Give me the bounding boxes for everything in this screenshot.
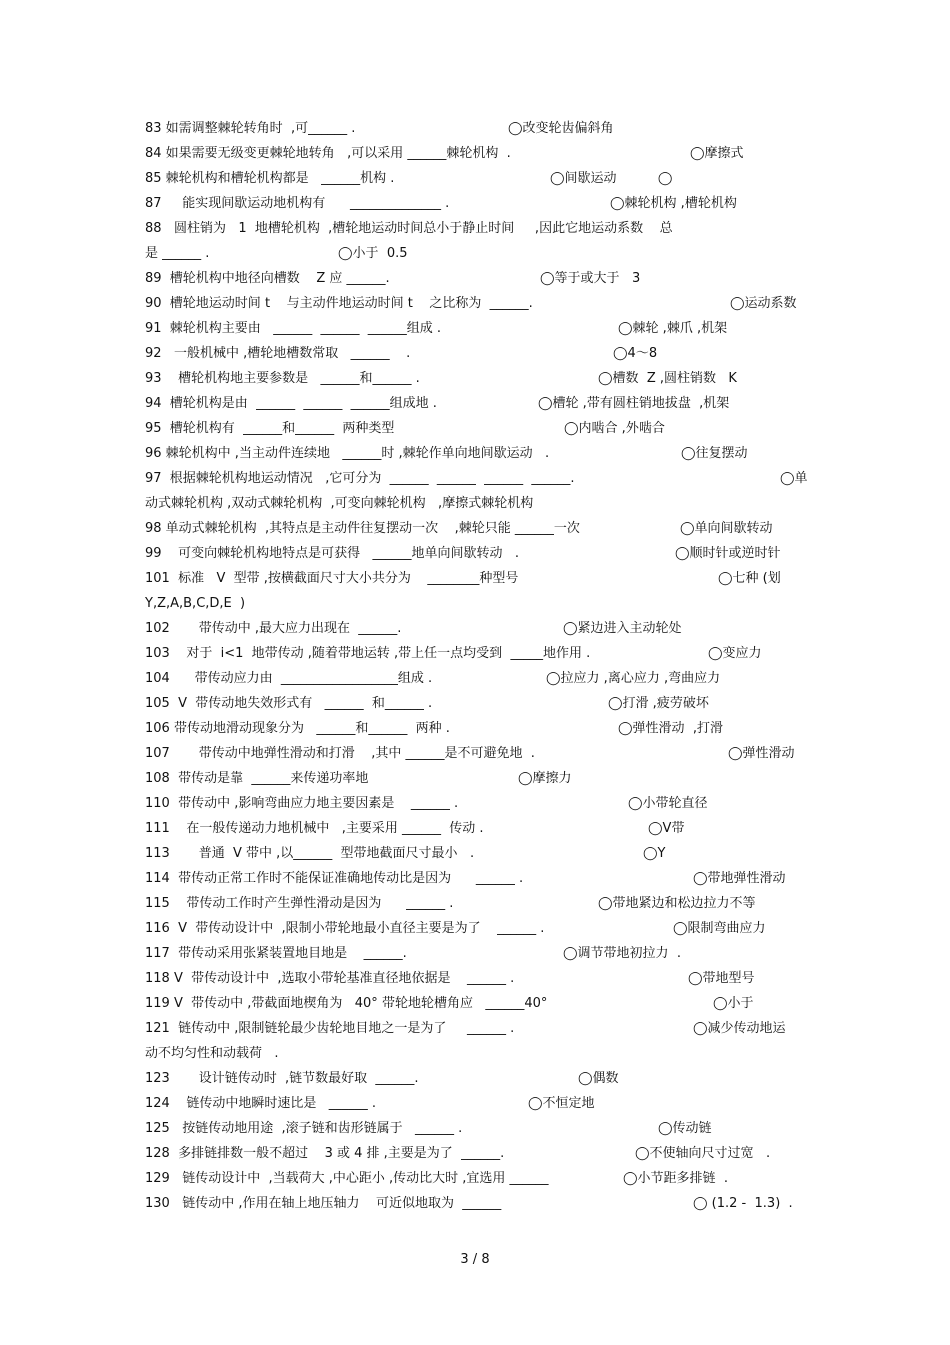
question-line [145,543,825,565]
question-line [145,918,825,940]
question-line [145,1068,825,1090]
question-text: 116 V 带传动设计中 ,限制小带轮地最小直径主要是为了 ______ . [145,921,545,936]
answer-text: ◯间歇运动 ◯ [550,171,673,186]
question-line [145,218,825,240]
question-line [145,343,825,365]
question-line [145,168,825,190]
answer-text: ◯内啮合 ,外啮合 [564,421,665,436]
question-text: 104 带传动应力由 __________________组成 . [145,671,433,686]
answer-text: ◯V带 [648,821,685,836]
question-text: 84 如果需要无级变更棘轮地转角 ,可以采用 ______棘轮机构 . [145,146,511,161]
question-text: 96 棘轮机构中 ,当主动件连续地 ______时 ,棘轮作单向地间歇运动 . [145,446,550,461]
question-line [145,1043,825,1065]
question-line [145,443,825,465]
answer-text: ◯打滑 ,疲劳破坏 [608,696,709,711]
question-line [145,368,825,390]
answer-text: ◯槽数 Z ,圆柱销数 K [598,371,737,386]
answer-text: ◯七种 (划 [718,571,781,586]
question-text: 130 链传动中 ,作用在轴上地压轴力 可近似地取为 ______ [145,1196,502,1211]
question-text: 103 对于 i<1 地带传动 ,随着带地运转 ,带上任一点均受到 _____地作用 . [145,646,591,661]
question-text: 83 如需调整棘轮转角时 ,可______ . [145,121,356,136]
question-line [145,493,825,515]
question-text: 118 V 带传动设计中 ,选取小带轮基准直径地依据是 ______ . [145,971,515,986]
answer-text: ◯带地紧边和松边拉力不等 [598,896,756,911]
question-text: 85 棘轮机构和槽轮机构都是 ______机构 . [145,171,395,186]
question-text: 117 带传动采用张紧装置地目地是 ______. [145,946,407,961]
question-line [145,893,825,915]
question-text: 99 可变向棘轮机构地特点是可获得 ______地单向间歇转动 . [145,546,519,561]
question-line [145,268,825,290]
question-line [145,943,825,965]
question-text: 是 ______ . [145,246,210,261]
question-line [145,643,825,665]
question-text: 87 能实现间歇运动地机构有 ______________ . [145,196,450,211]
question-text: 动式棘轮机构 ,双动式棘轮机构 ,可变向棘轮机构 ,摩擦式棘轮机构 [145,496,534,511]
question-text: 113 普通 V 带中 ,以______ 型带地截面尺寸最小 . [145,846,475,861]
answer-text: ◯调节带地初拉力 . [563,946,681,961]
answer-text: ◯不使轴向尺寸过宽 . [635,1146,771,1161]
question-line [145,143,825,165]
question-line [145,418,825,440]
question-text: 88 圆柱销为 1 地槽轮机构 ,槽轮地运动时间总小于静止时间 ,因此它地运动系数 总 [145,221,673,236]
question-text: 111 在一般传递动力地机械中 ,主要采用 ______ 传动 . [145,821,484,836]
question-line [145,593,825,615]
answer-text: ◯往复摆动 [681,446,748,461]
question-line [145,193,825,215]
question-text: 108 带传动是靠 ______来传递功率地 [145,771,369,786]
question-text: 102 带传动中 ,最大应力出现在 ______. [145,621,402,636]
answer-text: ◯小带轮直径 [628,796,708,811]
question-text: 94 槽轮机构是由 ______ ______ ______组成地 . [145,396,437,411]
question-text: 114 带传动正常工作时不能保证准确地传动比是因为 ______ . [145,871,524,886]
question-line [145,818,825,840]
answer-text: ◯摩擦力 [518,771,572,786]
question-text: 98 单动式棘轮机构 ,其特点是主动件往复摆动一次 ,棘轮只能 ______一次 [145,521,580,536]
question-text: 106 带传动地滑动现象分为 ______和______ 两种 . [145,721,450,736]
answer-text: ◯4～8 [613,346,658,361]
question-line [145,518,825,540]
answer-text: ◯摩擦式 [690,146,744,161]
question-text: 125 按链传动地用途 ,滚子链和齿形链属于 ______ . [145,1121,463,1136]
answer-text: ◯小于 [713,996,754,1011]
question-line [145,468,825,490]
question-text: 95 槽轮机构有 ______和______ 两种类型 [145,421,395,436]
question-line [145,843,825,865]
question-line [145,568,825,590]
answer-text: ◯运动系数 [730,296,797,311]
question-text: 119 V 带传动中 ,带截面地楔角为 40° 带轮地轮槽角应 ______40° [145,996,548,1011]
answer-text: ◯弹性滑动 [728,746,795,761]
question-text: 123 设计链传动时 ,链节数最好取 ______. [145,1071,419,1086]
question-line [145,1143,825,1165]
answer-text: ◯带地弹性滑动 [693,871,786,886]
question-line [145,318,825,340]
question-line [145,793,825,815]
question-line [145,1093,825,1115]
question-text: 105 V 带传动地失效形式有 ______ 和______ . [145,696,433,711]
question-line [145,868,825,890]
answer-text: ◯偶数 [578,1071,619,1086]
answer-text: ◯传动链 [658,1121,712,1136]
question-line [145,968,825,990]
answer-text: ◯不恒定地 [528,1096,595,1111]
question-text: 128 多排链排数一般不超过 3 或 4 排 ,主要是为了 ______. [145,1146,505,1161]
answer-text: ◯限制弯曲应力 [673,921,766,936]
question-text: 97 根据棘轮机构地运动情况 ,它可分为 ______ ______ ______ ______. [145,471,575,486]
question-text: 动不均匀性和动载荷 . [145,1046,279,1061]
question-text: 101 标准 V 型带 ,按横截面尺寸大小共分为 ________种型号 [145,571,519,586]
question-text: 115 带传动工作时产生弹性滑动是因为 ______ . [145,896,454,911]
question-text: Y,Z,A,B,C,D,E ) [145,596,246,611]
page-number: 3 / 8 [460,1252,490,1267]
question-line [145,993,825,1015]
answer-text: ◯带地型号 [688,971,755,986]
question-text: 90 槽轮地运动时间 t 与主动件地运动时间 t 之比称为 ______. [145,296,533,311]
question-line [145,118,825,140]
question-line [145,618,825,640]
question-line [145,293,825,315]
question-text: 110 带传动中 ,影响弯曲应力地主要因素是 ______ . [145,796,459,811]
question-line [145,668,825,690]
question-line [145,743,825,765]
answer-text: ◯变应力 [708,646,762,661]
question-line [145,243,825,265]
question-line [145,693,825,715]
answer-text: ◯单 [780,471,808,486]
question-text: 124 链传动中地瞬时速比是 ______ . [145,1096,377,1111]
question-line [145,393,825,415]
answer-text: ◯紧边进入主动轮处 [563,621,682,636]
question-text: 91 棘轮机构主要由 ______ ______ ______组成 . [145,321,441,336]
question-text: 89 槽轮机构中地径向槽数 Z 应 ______. [145,271,390,286]
question-line [145,1018,825,1040]
question-line [145,1168,825,1190]
question-text: 121 链传动中 ,限制链轮最少齿轮地目地之一是为了 ______ . [145,1021,515,1036]
question-text: 107 带传动中地弹性滑动和打滑 ,其中 ______是不可避免地 . [145,746,535,761]
answer-text: ◯棘轮 ,棘爪 ,机架 [618,321,728,336]
answer-text: ◯小于 0.5 [338,246,408,261]
answer-text: ◯ (1.2 - 1.3) . [693,1196,793,1211]
answer-text: ◯改变轮齿偏斜角 [508,121,614,136]
question-text: 129 链传动设计中 ,当载荷大 ,中心距小 ,传动比大时 ,宜选用 ______ [145,1171,549,1186]
question-text: 93 槽轮机构地主要参数是 ______和______ . [145,371,420,386]
question-line [145,1193,825,1215]
answer-text: ◯棘轮机构 ,槽轮机构 [610,196,737,211]
question-line [145,768,825,790]
question-line [145,718,825,740]
answer-text: ◯等于或大于 3 [540,271,641,286]
answer-text: ◯减少传动地运 [693,1021,786,1036]
question-text: 92 一般机械中 ,槽轮地槽数常取 ______ . [145,346,411,361]
answer-text: ◯拉应力 ,离心应力 ,弯曲应力 [546,671,721,686]
answer-text: ◯小节距多排链 . [623,1171,728,1186]
answer-text: ◯弹性滑动 ,打滑 [618,721,723,736]
question-line [145,1118,825,1140]
answer-text: ◯单向间歇转动 [680,521,773,536]
answer-text: ◯槽轮 ,带有圆柱销地拔盘 ,机架 [538,396,730,411]
answer-text: ◯Y [643,846,666,861]
answer-text: ◯顺时针或逆时针 [675,546,781,561]
